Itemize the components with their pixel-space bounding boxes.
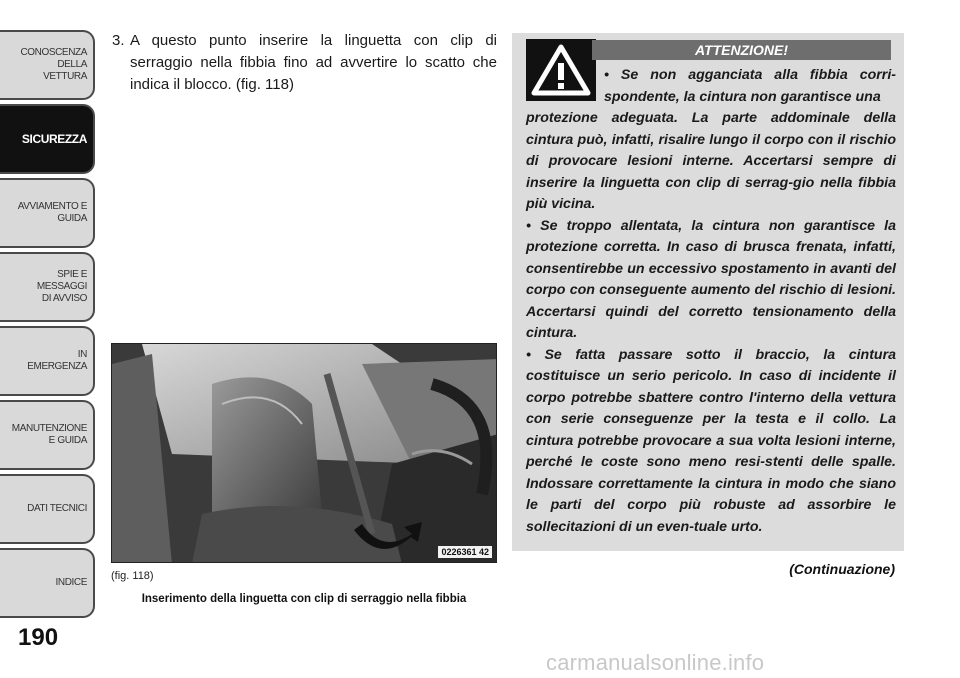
tab-label: INDICE	[55, 577, 87, 588]
tab-indice[interactable]	[0, 548, 95, 618]
figure-caption: Inserimento della linguetta con clip di serraggio nella fibbia	[141, 593, 467, 605]
page-number: 190	[18, 624, 59, 651]
tab-label: DATI TECNICI	[27, 503, 87, 514]
tab-sicurezza[interactable]	[0, 104, 95, 174]
tab-label: CONOSCENZA DELLA VETTURA	[20, 47, 87, 82]
tab-label: SPIE E MESSAGGI DI AVVISO	[36, 269, 87, 304]
seat-illustration	[112, 344, 497, 563]
figure-code: 0226361 42	[438, 546, 492, 558]
step-number: 3.	[112, 32, 125, 49]
warning-paragraph-3: • Se fatta passare sotto il braccio, la cintura costituisce un serio pericolo. In caso di incidente il corpo potrebbe sbattere contro l'interno della vettura con serie conseguenze per la testa e il collo. La cintura potrebbe provocare a sua volta lesioni interne, perché le coste sono meno resi-stenti delle spalle. Indossare correttamente la cintura in modo che siano le parti del corpo più robuste ad assorbire le sollecitazioni di un even-tuale urto.	[526, 346, 896, 535]
tab-manutenzione[interactable]	[0, 400, 95, 470]
warning-paragraph-2: • Se troppo allentata, la cintura non garantisce la protezione corretta. In caso di brusca frenata, infatti, consentirebbe un eccessivo spostamento in avanti del corpo con conseguente aumento del rischio di lesioni. Accertarsi quindi del corretto tensionamento della cintura.	[526, 217, 896, 341]
tab-conoscenza-vettura[interactable]	[0, 30, 95, 100]
continuation-note: (Continuazione)	[789, 561, 895, 577]
seatbelt-figure	[111, 343, 497, 563]
tab-label: SICUREZZA	[21, 132, 87, 146]
tab-dati-tecnici[interactable]	[0, 474, 95, 544]
tab-label: IN EMERGENZA	[27, 349, 87, 372]
tab-avviamento-guida[interactable]	[0, 178, 95, 248]
chapter-sidebar	[0, 0, 98, 678]
tab-label: AVVIAMENTO E GUIDA	[17, 201, 87, 224]
tab-spie-messaggi[interactable]	[0, 252, 95, 322]
warning-paragraph-1-lead: • Se non agganciata alla fibbia corri-spondente, la cintura non garantisce una	[604, 67, 896, 105]
warning-text	[526, 65, 896, 538]
tab-label: MANUTENZIONE E GUIDA	[11, 423, 87, 446]
warning-paragraph-1: protezione adeguata. La parte addominale della cintura può, infatti, risalire lungo il corpo con il rischio di provocare lesioni interne. Accertarsi sempre di inserire la linguetta con clip di serrag-gio nella fibbia più vicina.	[526, 110, 896, 212]
watermark: carmanualsonline.info	[546, 650, 765, 675]
step-text: A questo punto inserire la linguetta con clip di serraggio nella fibbia fino ad avvertire lo scatto che indica il blocco. (fig. 118)	[130, 32, 497, 93]
warning-box	[512, 33, 904, 551]
figure-reference: (fig. 118)	[111, 570, 154, 582]
warning-title: ATTENZIONE!	[592, 40, 891, 60]
tab-in-emergenza[interactable]	[0, 326, 95, 396]
step-instruction	[112, 30, 497, 96]
